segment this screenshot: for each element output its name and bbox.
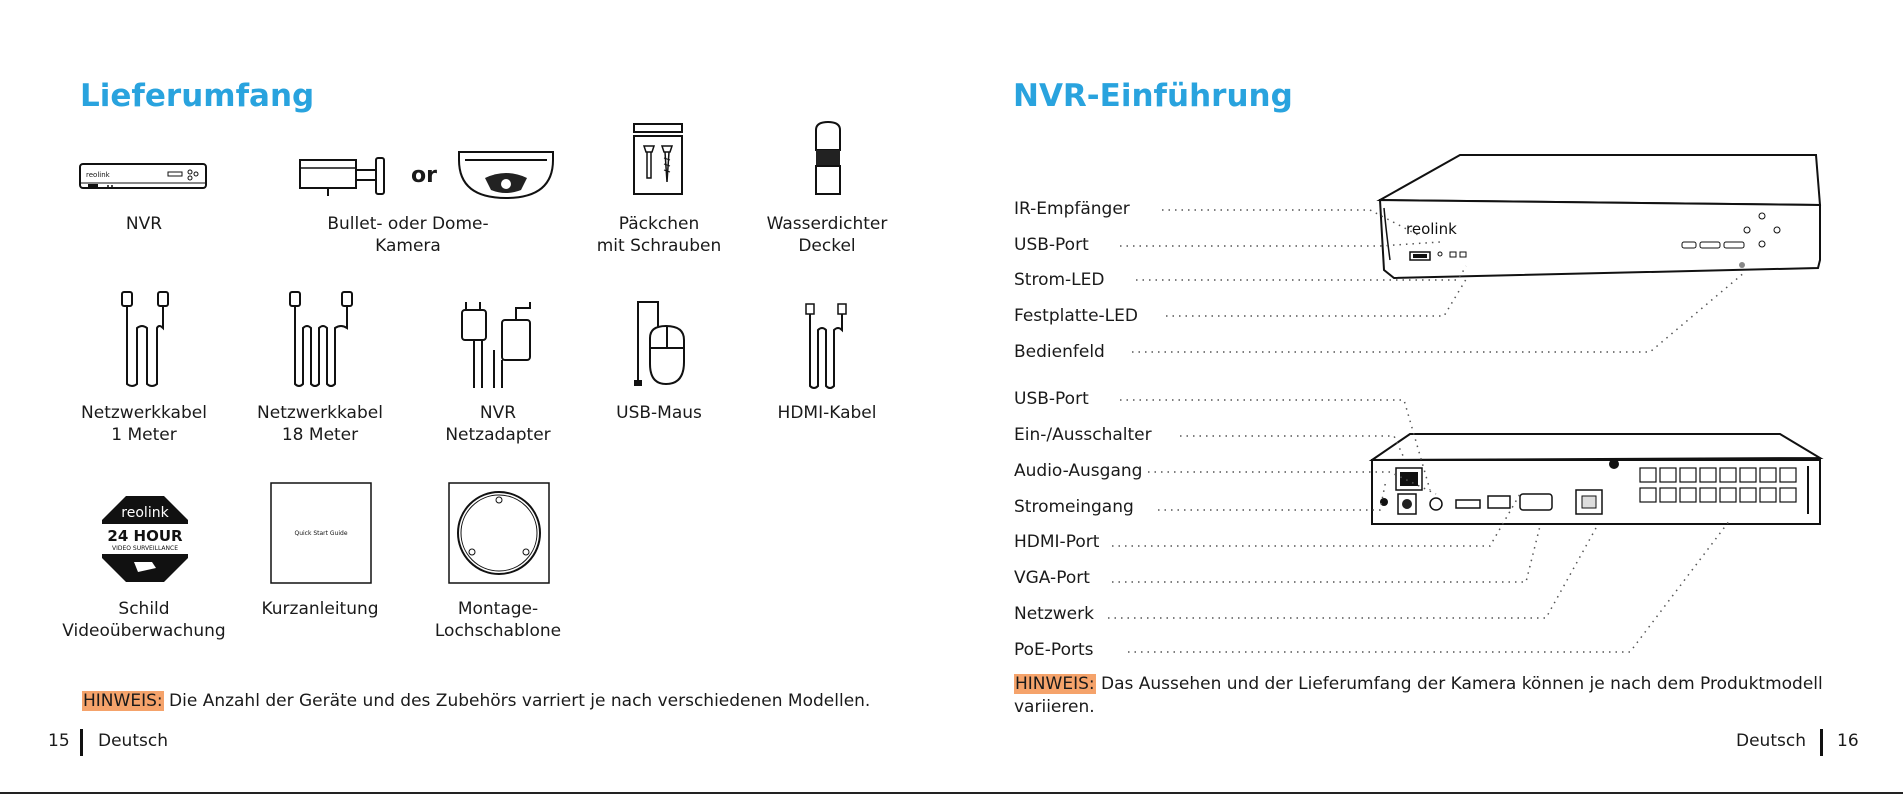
network-cable-18m-icon [286, 288, 356, 388]
callout-ir-receiver: IR-Empfänger [1014, 199, 1130, 219]
quick-start-guide-icon [270, 482, 372, 584]
nvr-icon [78, 160, 210, 194]
left-page-number: 15 [48, 731, 70, 751]
right-note-text-2: variieren. [1014, 697, 1095, 717]
item-label-cable-18m: Netzwerkkabel 18 Meter [257, 403, 383, 445]
svg-text:24 HOUR: 24 HOUR [107, 527, 183, 545]
callout-vga-port: VGA-Port [1014, 568, 1090, 588]
dome-camera-icon [455, 148, 557, 202]
page-bottom-rule [0, 792, 1903, 794]
right-note-text-1: Das Aussehen und der Lieferumfang der Kamera können je nach dem Produktmodell [1095, 674, 1823, 694]
item-label-cable-1m: Netzwerkkabel 1 Meter [81, 403, 207, 445]
callout-network: Netzwerk [1014, 604, 1094, 624]
right-page-language: Deutsch [1736, 731, 1806, 751]
hdmi-cable-icon [802, 300, 850, 390]
svg-text:Quick Start Guide: Quick Start Guide [294, 530, 348, 537]
callout-control-panel: Bedienfeld [1014, 342, 1105, 362]
item-label-cover: Wasserdichter Deckel [766, 214, 888, 256]
svg-text:reolink: reolink [86, 171, 110, 179]
screw-pack-icon [632, 122, 684, 196]
callout-audio-out: Audio-Ausgang [1014, 461, 1143, 481]
right-page-number: 16 [1837, 731, 1859, 751]
item-label-guide: Kurzanleitung [261, 599, 379, 619]
item-label-camera: Bullet- oder Dome-Kamera [327, 214, 489, 256]
waterproof-cover-icon [812, 120, 844, 196]
item-label-sign: Schild Videoüberwachung [62, 599, 226, 641]
network-cable-1m-icon [118, 288, 172, 388]
item-label-mouse: USB-Maus [616, 403, 702, 423]
right-page-title: NVR-Einführung [1013, 78, 1293, 114]
callout-power-switch: Ein-/Ausschalter [1014, 425, 1152, 445]
left-note [82, 690, 870, 713]
left-note-tag: HINWEIS: [83, 691, 163, 711]
callout-hdd-led: Festplatte-LED [1014, 306, 1138, 326]
power-adapter-icon [456, 300, 540, 390]
svg-text:reolink: reolink [121, 505, 169, 521]
item-label-screws: Päckchen mit Schrauben [596, 214, 722, 256]
item-label-hdmi: HDMI-Kabel [777, 403, 877, 423]
mounting-template-icon [448, 482, 550, 584]
svg-text:VIDEO SURVEILLANCE: VIDEO SURVEILLANCE [111, 545, 179, 552]
left-note-text: Die Anzahl der Geräte und des Zubehörs varriert je nach verschiedenen Modellen. [163, 691, 871, 711]
callout-usb-port-front: USB-Port [1014, 235, 1089, 255]
item-label-adapter: NVR Netzadapter [445, 403, 551, 445]
callout-poe-ports: PoE-Ports [1014, 640, 1094, 660]
svg-text:reolink: reolink [1406, 220, 1457, 238]
right-footer-divider [1820, 729, 1823, 756]
callout-hdmi-port: HDMI-Port [1014, 532, 1100, 552]
right-note-tag: HINWEIS: [1015, 674, 1095, 694]
left-page-language: Deutsch [98, 731, 168, 751]
usb-mouse-icon [628, 298, 690, 388]
surveillance-sign-icon [100, 494, 190, 584]
item-label-nvr: NVR [125, 214, 163, 234]
callout-power-input: Stromeingang [1014, 497, 1134, 517]
callout-usb-port-back: USB-Port [1014, 389, 1089, 409]
bullet-camera-icon [298, 154, 392, 198]
right-note [1014, 673, 1864, 719]
or-text: or [411, 163, 437, 188]
left-footer-divider [80, 729, 83, 756]
item-label-template: Montage- Lochschablone [434, 599, 562, 641]
left-page-title: Lieferumfang [80, 78, 315, 114]
callout-power-led: Strom-LED [1014, 270, 1105, 290]
